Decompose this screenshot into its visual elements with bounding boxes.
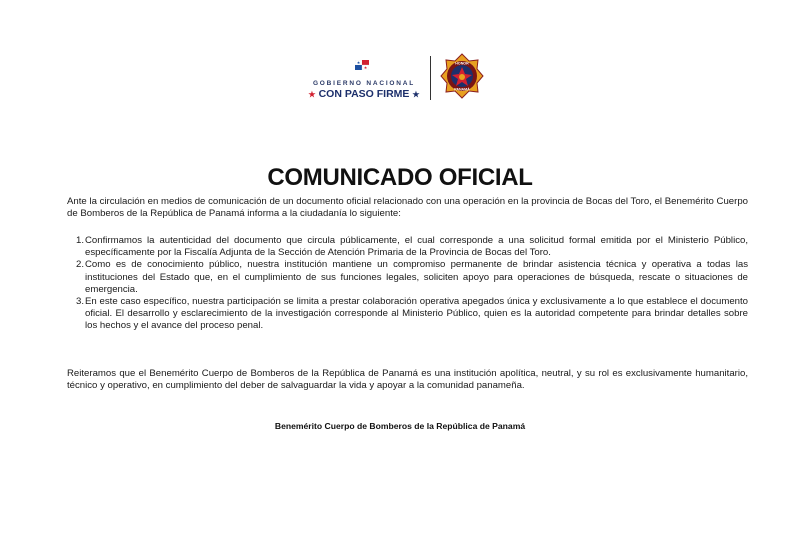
svg-text:★: ★: [363, 65, 368, 70]
red-star-icon: ★: [308, 90, 316, 99]
intro-paragraph: Ante la circulación en medios de comunicación de un documento oficial relacionado con una operación en la provincia de Bocas del Toro, el Benemérito Cuerpo de Bomberos de la República de Panamá informa a la ciudadanía lo siguiente:: [67, 196, 748, 220]
badge-top-text: HONOR: [455, 61, 469, 66]
statement-list: [67, 235, 748, 333]
list-item: [67, 235, 748, 259]
list-item-text: Como es de conocimiento público, nuestra institución mantiene un compromiso permanente de brindar asistencia técnica y operativa a todas las instituciones del Estado que, en el cumplimiento de sus funciones legales, soliciten apoyo para operaciones de búsqueda, rescate o situaciones de emergencia.: [85, 259, 748, 295]
gov-logo-bottom-text: CON PASO FIRME: [318, 88, 410, 100]
header-logos: [0, 52, 800, 102]
gov-logo-top-text: GOBIERNO NACIONAL: [312, 80, 416, 87]
list-item: [67, 296, 748, 333]
logo-divider: [430, 56, 431, 100]
list-item-number: 2.: [75, 259, 84, 271]
list-item-text: Confirmamos la autenticidad del documento que circula públicamente, el cual corresponde a una solicitud formal emitida por el Ministerio Público, específicamente por la Fiscalía Adjunta de la Sección de Atención Primaria de la Provincia de Bocas del Toro.: [85, 235, 748, 259]
badge-bottom-text: PANAMÁ: [454, 87, 470, 92]
gov-logo-bottom-line: [300, 88, 428, 100]
gobierno-nacional-logo: [300, 60, 428, 104]
list-item-number: 1.: [75, 235, 84, 246]
list-item-number: 3.: [75, 296, 84, 308]
blue-star-icon: ★: [412, 90, 420, 99]
panama-flag-icon: [355, 60, 369, 70]
svg-text:★: ★: [356, 60, 361, 66]
list-item-text: En este caso específico, nuestra participación se limita a prestar colaboración operativa apegados única y exclusivamente a lo que establece el documento oficial. El desarrollo y esclarecimiento de la investigación corresponde al Ministerio Público, quien es la autoridad competente para brindar detalles sobre los hechos y el avance del proceso penal.: [85, 296, 748, 332]
closing-paragraph: Reiteramos que el Benemérito Cuerpo de Bomberos de la República de Panamá es una institución apolítica, neutral, y su rol es exclusivamente humanitario, técnico y operativo, en cumplimiento del deber de salvaguardar la vida y apoyar a la comunidad panameña.: [67, 368, 748, 392]
signature: Benemérito Cuerpo de Bomberos de la República de Panamá: [274, 421, 526, 431]
list-item: [67, 259, 748, 296]
page-title: COMUNICADO OFICIAL: [267, 164, 533, 192]
bomberos-badge-icon: [440, 52, 484, 100]
